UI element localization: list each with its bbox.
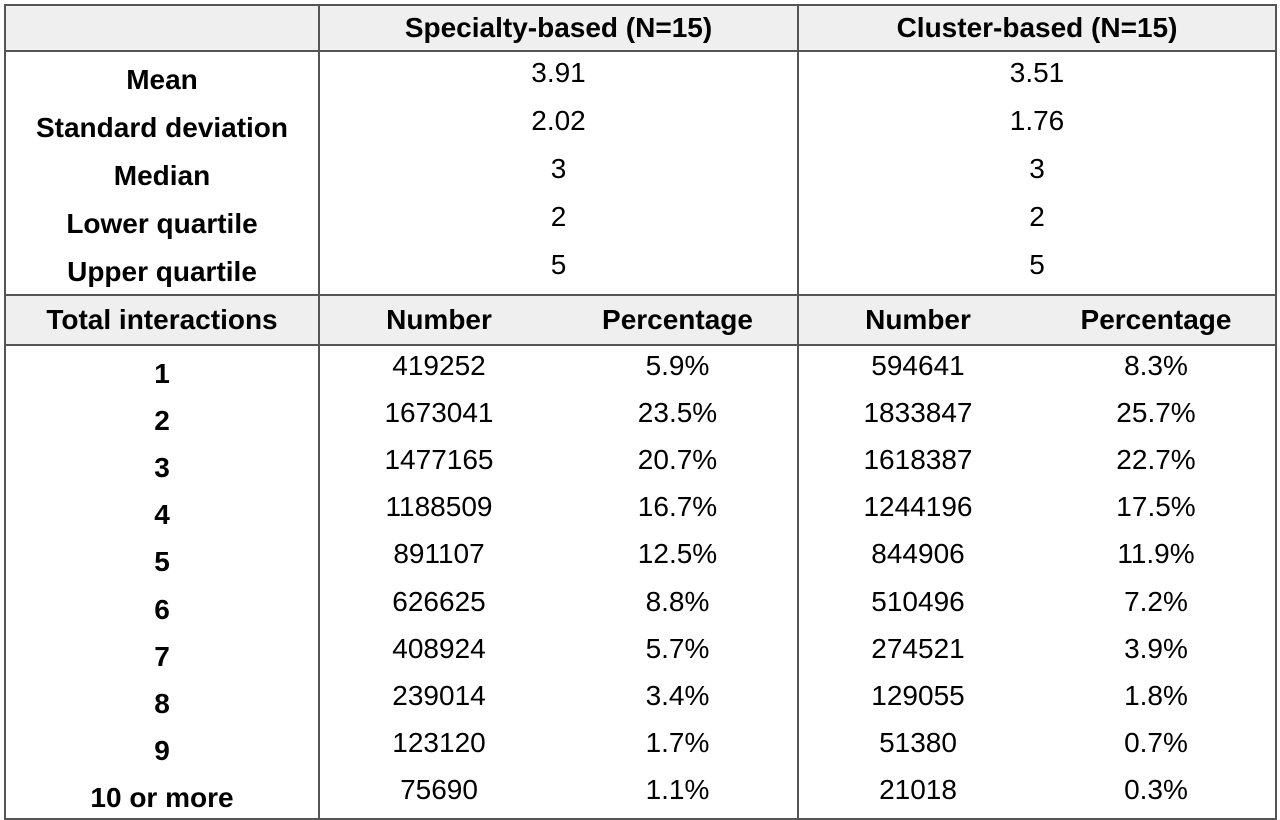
cluster-percentage-cell <box>1037 629 1276 676</box>
summary-value-specialty <box>319 246 798 295</box>
group-header-cluster: Cluster-based (N=15) <box>798 5 1276 51</box>
specialty-number-cell <box>319 629 558 676</box>
cell-text: 2 <box>550 201 567 232</box>
statistics-table <box>4 4 1277 820</box>
cluster-number-cell <box>798 629 1037 676</box>
cell-text: 3 <box>550 153 567 184</box>
cell-text: 5 <box>1029 249 1045 280</box>
summary-value-cluster <box>798 102 1276 150</box>
cell-text: 8 <box>154 687 170 719</box>
cell-text: 1618387 <box>863 443 973 475</box>
summary-value-specialty <box>319 198 798 246</box>
interaction-count-label <box>5 724 319 771</box>
cluster-percentage-cell <box>1037 676 1276 723</box>
summary-label <box>5 246 319 295</box>
cell-text: 1833847 <box>863 396 973 428</box>
summary-row <box>5 150 1276 198</box>
table-row <box>5 535 1276 582</box>
cell-text: 5 <box>550 249 567 280</box>
cell-text: 5 <box>154 546 170 578</box>
summary-label <box>5 102 319 150</box>
summary-row <box>5 51 1276 102</box>
cell-text: 25.7% <box>1116 396 1196 428</box>
cell-text: 844906 <box>871 538 965 570</box>
table-row <box>5 440 1276 487</box>
specialty-percentage-cell <box>558 345 798 393</box>
subheader-number-specialty: Number <box>319 295 558 345</box>
cell-text: 11.9% <box>1117 538 1195 570</box>
cell-text: 7 <box>154 640 170 672</box>
cell-text: 129055 <box>871 679 965 711</box>
cell-text: 0.3% <box>1124 774 1188 806</box>
interaction-count-label <box>5 393 319 440</box>
cluster-percentage-cell <box>1037 345 1276 393</box>
summary-row <box>5 102 1276 150</box>
cell-text: 8.3% <box>1124 349 1188 381</box>
summary-value-cluster <box>798 198 1276 246</box>
cell-text: Upper quartile <box>67 256 257 287</box>
interactions-section <box>5 345 1276 819</box>
cell-text: 4 <box>154 499 170 531</box>
interaction-count-label <box>5 535 319 582</box>
cell-text: 7.2% <box>1124 585 1188 617</box>
interaction-count-label <box>5 345 319 393</box>
cell-text: 17.5% <box>1116 491 1196 523</box>
cell-text: 1244196 <box>863 491 973 523</box>
summary-label <box>5 150 319 198</box>
specialty-number-cell <box>319 724 558 771</box>
header-corner-cell <box>5 5 319 51</box>
cell-text: 75690 <box>400 774 478 806</box>
cell-text: 3.4% <box>645 679 710 711</box>
specialty-percentage-cell <box>558 582 798 629</box>
summary-value-cluster <box>798 51 1276 102</box>
cell-text: 51380 <box>879 727 957 759</box>
cell-text: 21018 <box>879 774 957 806</box>
cell-text: 20.7% <box>637 443 718 475</box>
interaction-count-label <box>5 629 319 676</box>
interaction-count-label <box>5 440 319 487</box>
cluster-number-cell <box>798 440 1037 487</box>
cell-text: 1477165 <box>384 443 494 475</box>
table-row <box>5 629 1276 676</box>
table-row <box>5 676 1276 723</box>
subheader-total-interactions: Total interactions <box>5 295 319 345</box>
cell-text: 1.76 <box>1009 105 1065 136</box>
cluster-percentage-cell <box>1037 535 1276 582</box>
cell-text: 6 <box>154 593 170 625</box>
specialty-number-cell <box>319 393 558 440</box>
specialty-number-cell <box>319 582 558 629</box>
cell-text: 2.02 <box>531 105 586 136</box>
cluster-number-cell <box>798 676 1037 723</box>
cluster-percentage-cell <box>1037 582 1276 629</box>
specialty-number-cell <box>319 440 558 487</box>
cell-text: 1.7% <box>645 727 710 759</box>
specialty-number-cell <box>319 535 558 582</box>
summary-value-specialty <box>319 150 798 198</box>
cell-text: 3.51 <box>1009 57 1065 88</box>
summary-value-cluster <box>798 246 1276 295</box>
cell-text: 3.9% <box>1124 632 1188 664</box>
cluster-percentage-cell <box>1037 488 1276 535</box>
subheader-row <box>5 295 1276 345</box>
cell-text: 3 <box>154 451 170 483</box>
specialty-percentage-cell <box>558 724 798 771</box>
cell-text: 123120 <box>392 727 486 759</box>
interaction-count-label <box>5 582 319 629</box>
summary-value-specialty <box>319 51 798 102</box>
cluster-percentage-cell <box>1037 724 1276 771</box>
cluster-number-cell <box>798 724 1037 771</box>
summary-label <box>5 198 319 246</box>
summary-label <box>5 51 319 102</box>
cell-text: 0.7% <box>1124 727 1188 759</box>
cell-text: 5.7% <box>645 632 710 664</box>
cluster-percentage-cell <box>1037 393 1276 440</box>
summary-section <box>5 51 1276 295</box>
cluster-percentage-cell <box>1037 440 1276 487</box>
cell-text: 12.5% <box>637 538 718 570</box>
cell-text: 239014 <box>392 679 486 711</box>
specialty-number-cell <box>319 488 558 535</box>
cell-text: 1673041 <box>384 396 494 428</box>
cell-text: 2 <box>154 404 170 436</box>
cell-text: Lower quartile <box>66 208 258 239</box>
table-row <box>5 488 1276 535</box>
group-header-specialty: Specialty-based (N=15) <box>319 5 798 51</box>
summary-value-specialty <box>319 102 798 150</box>
interaction-count-label <box>5 676 319 723</box>
cell-text: 3 <box>1029 153 1045 184</box>
cell-text: 1188509 <box>385 491 493 523</box>
cell-text: 5.9% <box>645 349 710 381</box>
group-header-row <box>5 5 1276 51</box>
table-row <box>5 724 1276 771</box>
specialty-percentage-cell <box>558 676 798 723</box>
cell-text: 1.8% <box>1124 679 1188 711</box>
cell-text: 510496 <box>871 585 965 617</box>
table-row <box>5 345 1276 393</box>
specialty-number-cell <box>319 676 558 723</box>
cell-text: 419252 <box>392 349 486 381</box>
cell-text: 23.5% <box>637 396 718 428</box>
cell-text: 1.1% <box>645 774 710 806</box>
summary-row <box>5 198 1276 246</box>
table-row <box>5 582 1276 629</box>
cell-text: 2 <box>1029 201 1045 232</box>
cluster-number-cell <box>798 345 1037 393</box>
summary-row <box>5 246 1276 295</box>
cell-text: 626625 <box>392 585 486 617</box>
specialty-percentage-cell <box>558 629 798 676</box>
cell-text: 16.7% <box>637 491 718 523</box>
cluster-number-cell <box>798 393 1037 440</box>
specialty-percentage-cell <box>558 393 798 440</box>
cluster-number-cell <box>798 582 1037 629</box>
subheader-section <box>5 295 1276 345</box>
interaction-count-label <box>5 488 319 535</box>
cell-text: Standard deviation <box>35 112 289 143</box>
cell-text: 22.7% <box>1116 443 1196 475</box>
cell-text: 10 or more <box>90 782 234 814</box>
table-row <box>5 393 1276 440</box>
cell-text: 9 <box>154 735 170 767</box>
cluster-number-cell <box>798 488 1037 535</box>
subheader-number-cluster: Number <box>798 295 1037 345</box>
subheader-percentage-cluster: Percentage <box>1037 295 1276 345</box>
cluster-number-cell <box>798 535 1037 582</box>
specialty-number-cell <box>319 345 558 393</box>
cell-text: 594641 <box>871 349 965 381</box>
cell-text: 3.91 <box>531 57 586 88</box>
specialty-percentage-cell <box>558 488 798 535</box>
cell-text: Mean <box>126 64 198 95</box>
cell-text: 8.8% <box>645 585 710 617</box>
cell-text: 408924 <box>392 632 486 664</box>
subheader-percentage-specialty: Percentage <box>558 295 798 345</box>
summary-value-cluster <box>798 150 1276 198</box>
specialty-percentage-cell <box>558 535 798 582</box>
cell-text: Median <box>113 160 211 191</box>
cell-text: 1 <box>154 357 170 389</box>
cell-text: 891107 <box>393 538 485 570</box>
cell-text: 274521 <box>871 632 965 664</box>
specialty-percentage-cell <box>558 440 798 487</box>
